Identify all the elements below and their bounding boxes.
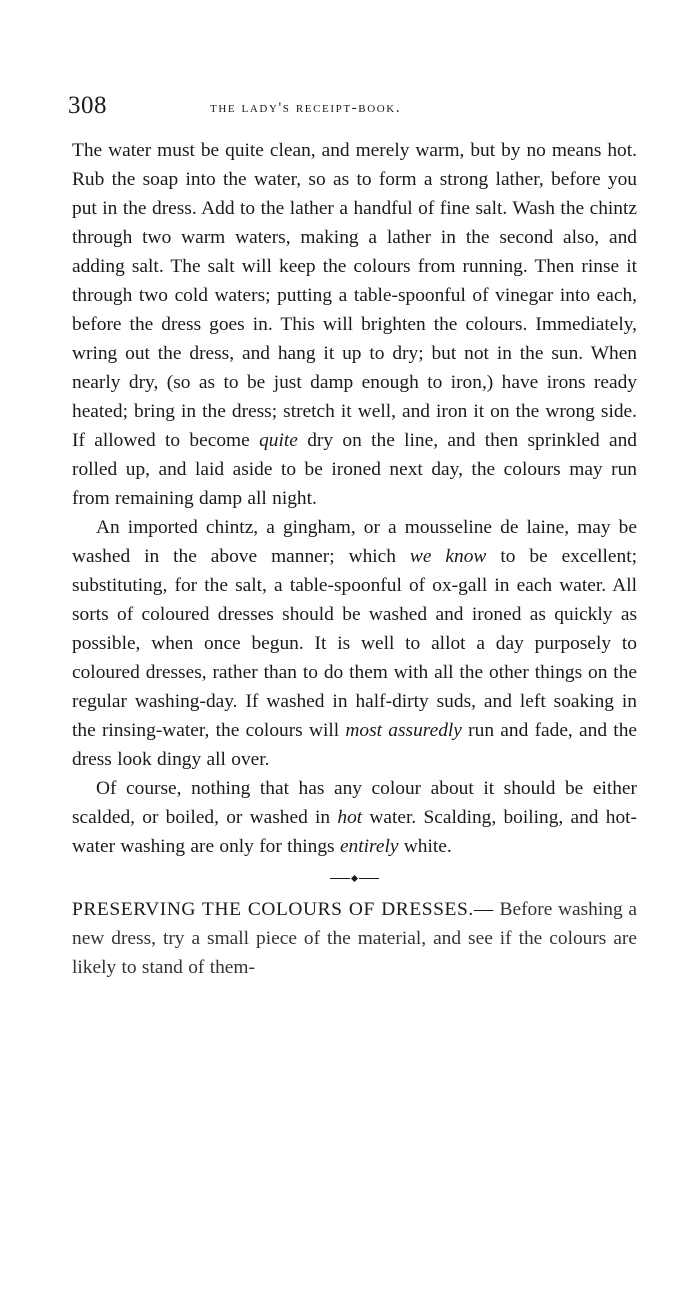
running-head: the lady's receipt-book. [210,100,402,116]
paragraph [72,513,637,774]
paragraph-text: An imported chintz, a gingham, or a mousseline de laine, may be washed in the above manner; which [72,517,637,567]
section-title: PRESERVING THE COLOURS OF DRESSES.— [72,899,494,920]
page-header [68,92,637,136]
italic-text: entirely [339,836,399,857]
paragraph [72,774,637,861]
paragraph-text: Of course, nothing that has any colour about it should be either scalded, or boiled, or washed in [72,778,637,828]
book-page [68,92,638,982]
page-body [72,136,637,982]
italic-text: we know [409,546,487,567]
italic-text: most assuredly [345,720,462,741]
italic-text: hot [337,807,363,828]
paragraph-text: white. [398,836,452,857]
divider-line [330,878,350,879]
italic-text: quite [259,430,298,451]
section-paragraph [72,895,637,982]
paragraph-text: to be excellent; substituting, for the salt, a table-spoonful of ox-gall in each water. All sorts of coloured dresses should be washed and ironed as quickly as possible, when once begun. It is well to allot a day purposely to coloured dresses, rather than to do them with all the other things on the regular washing-day. If washed in half-dirty suds, and left soaking in the rinsing-water, the colours will [72,546,637,741]
divider-line [359,878,379,879]
paragraph [72,136,637,513]
paragraph-text: run and fade, and the dress look dingy all over. [72,720,637,770]
paragraph-text: water. Scalding, boiling, and hot-water washing are only for things [72,807,637,857]
paragraph-text: dry on the line, and then sprinkled and rolled up, and laid aside to be ironed next day, the colours may run from remaining damp all night. [72,430,638,509]
divider-ornament-icon [351,875,358,882]
section-text: Before washing a new dress, try a small piece of the material, and see if the colours are likely to stand of them- [72,899,637,978]
paragraph-text: The water must be quite clean, and merely warm, but by no means hot. Rub the soap into the water, so as to form a strong lather, before you put in the dress. Add to the lather a handful of fine salt. Wash the chintz through two warm waters, making a lather in the second also, and adding salt. The salt will keep the colours from running. Then rinse it through two cold waters; putting a table-spoonful of vinegar into each, before the dress goes in. This will brighten the colours. Immediately, wring out the dress, and hang it up to dry; but not in the sun. When nearly dry, (so as to be just damp enough to iron,) have irons ready heated; bring in the dress; stretch it well, and iron it on the wrong side. If allowed to become [72,140,637,451]
page-number: 308 [68,92,107,119]
section-divider [72,867,637,887]
